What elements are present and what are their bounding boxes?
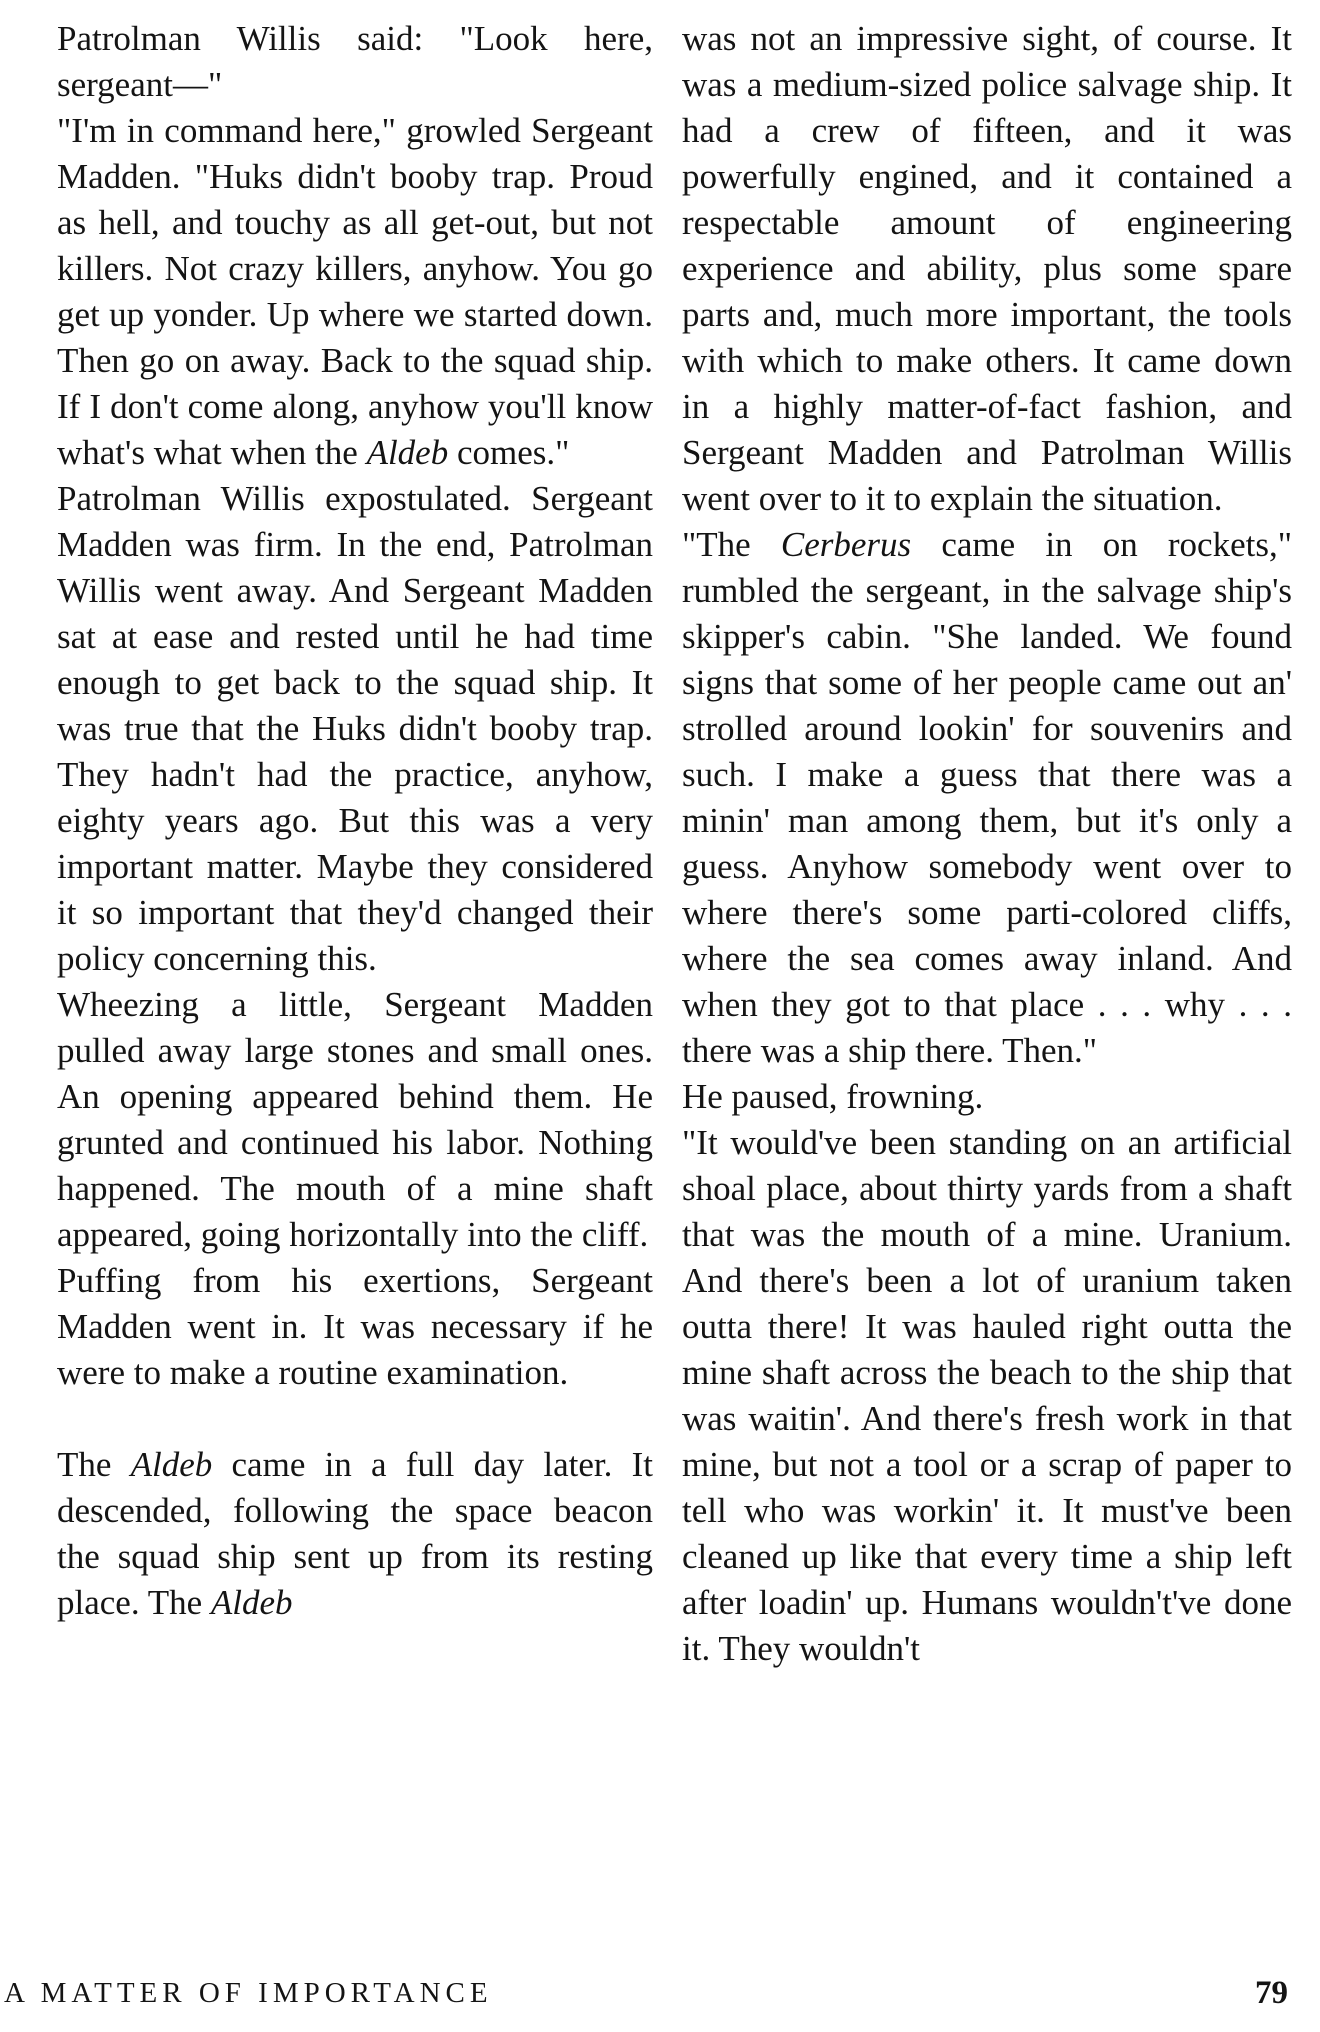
paragraph	[57, 1442, 653, 1626]
text-run: comes."	[448, 433, 570, 472]
paragraph	[682, 522, 1292, 1074]
ship-name-italic: Aldeb	[210, 1583, 293, 1622]
text-run: Patrolman Willis expostulated. Sergeant Madden was firm. In the end, Patrolman Willis went away. And Sergeant Madden sat at ease and rested until he had time enough to get back to the squad ship. It was true that the Huks didn't booby trap. They hadn't had the practice, anyhow, eighty years ago. But this was a very important matter. Maybe they considered it so important that they'd changed their policy concerning this.	[57, 479, 653, 978]
text-run: came in on rockets," rumbled the sergeant, in the salvage ship's skipper's cabin. "She landed. We found signs that some of her people came out an' strolled around lookin' for souvenirs and such. I make a guess that there was a minin' man among them, but it's only a guess. Anyhow somebody went over to where there's some parti-colored cliffs, where the sea comes away inland. And when they got to that place . . . why . . . there was a ship there. Then."	[682, 525, 1292, 1070]
text-run: came in a full day later. It descended, following the space beacon the squad ship sent up from its resting place. The	[57, 1445, 653, 1622]
ship-name-italic: Aldeb	[366, 433, 449, 472]
paragraph	[57, 982, 653, 1258]
text-run: The	[57, 1445, 131, 1484]
paragraph	[682, 1120, 1292, 1672]
paragraph	[57, 476, 653, 982]
text-run: Puffing from his exertions, Sergeant Madden went in. It was necessary if he were to make a routine examination.	[57, 1261, 653, 1392]
text-run: "It would've been standing on an artificial shoal place, about thirty yards from a shaft that was the mouth of a mine. Uranium. And there's been a lot of uranium taken outta there! It was hauled right outta the mine shaft across the beach to the ship that was waitin'. And there's fresh work in that mine, but not a tool or a scrap of paper to tell who was workin' it. It must've been cleaned up like that every time a ship left after loadin' up. Humans wouldn't've done it. They wouldn't	[682, 1123, 1292, 1668]
ship-name-italic: Aldeb	[130, 1445, 213, 1484]
paragraph	[57, 1258, 653, 1396]
page-number: 79	[1255, 1975, 1288, 2011]
text-run: Patrolman Willis said: "Look here, sergeant—"	[57, 19, 653, 104]
running-title: A MATTER OF IMPORTANCE	[4, 1977, 493, 2009]
paragraph	[57, 16, 653, 108]
left-column	[57, 16, 653, 1626]
ship-name-italic: Cerberus	[780, 525, 912, 564]
paragraph	[682, 1074, 1292, 1120]
paragraph	[682, 16, 1292, 522]
right-column	[682, 16, 1292, 1672]
text-run: Wheezing a little, Sergeant Madden pulled away large stones and small ones. An opening appeared behind them. He grunted and continued his labor. Nothing happened. The mouth of a mine shaft appeared, going horizontally into the cliff.	[57, 985, 653, 1254]
text-run: was not an impressive sight, of course. It was a medium-sized police salvage ship. It had a crew of fifteen, and it was powerfully engined, and it contained a respectable amount of engineering experience and ability, plus some spare parts and, much more important, the tools with which to make others. It came down in a highly matter-of-fact fashion, and Sergeant Madden and Patrolman Willis went over to it to explain the situation.	[682, 19, 1292, 518]
text-run: "I'm in command here," growled Sergeant Madden. "Huks didn't booby trap. Proud as hell, and touchy as all get-out, but not killers. Not crazy killers, anyhow. You go get up yonder. Up where we started down. Then go on away. Back to the squad ship. If I don't come along, anyhow you'll know what's what when the	[57, 111, 653, 472]
text-run: He paused, frowning.	[682, 1077, 984, 1116]
page-footer	[0, 1968, 1320, 2018]
paragraph	[57, 108, 653, 476]
section-break	[57, 1396, 653, 1442]
text-run: "The	[682, 525, 781, 564]
